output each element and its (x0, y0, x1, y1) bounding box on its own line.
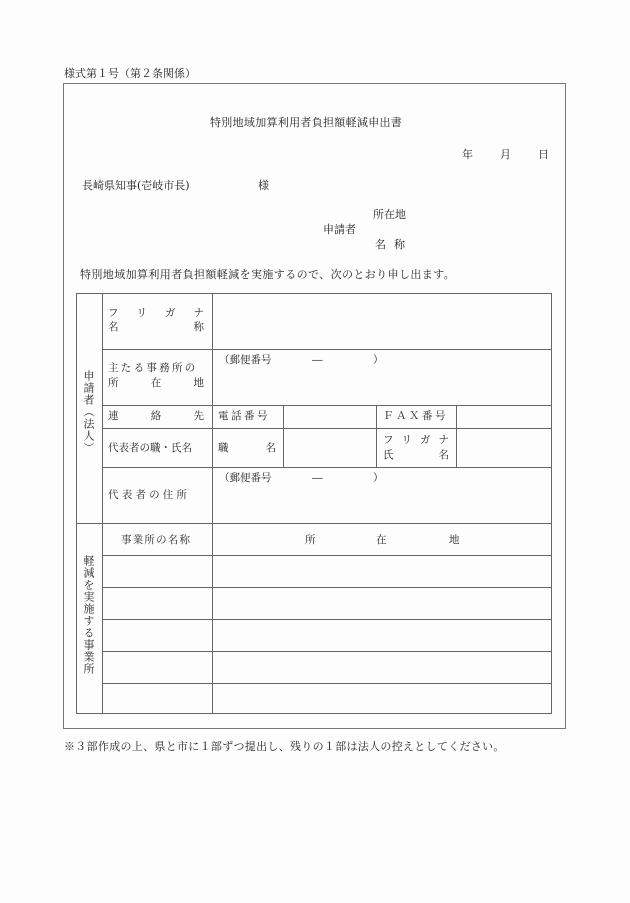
phone-label: 電話番号 (218, 410, 270, 422)
char: 在 (150, 377, 162, 389)
office-location-input[interactable] (213, 556, 550, 586)
char: フ (383, 434, 394, 446)
char: リ (136, 307, 147, 319)
rep-title-name-label: 代表者の職・氏名 (108, 442, 192, 454)
corp-name-label (108, 320, 204, 334)
office-name-input[interactable] (103, 556, 211, 586)
footnote: ※３部作成の上、県と市に１部ずつ提出し、残りの１部は法人の控えとしてください。 (64, 740, 505, 753)
main-office-address-input[interactable] (213, 350, 550, 404)
office-name-input[interactable] (103, 684, 211, 712)
char: ガ (165, 307, 176, 319)
year-label: 年 (462, 148, 473, 161)
table-border-right (551, 293, 552, 713)
title-label (218, 441, 276, 455)
char: 名 (265, 442, 276, 454)
char: 連 (108, 410, 119, 422)
corp-name-input[interactable] (213, 294, 550, 348)
honorific: 様 (258, 179, 269, 192)
char: 称 (193, 321, 204, 333)
postal-suffix: ） (373, 354, 384, 366)
office-name-input[interactable] (103, 620, 211, 650)
table-border-bottom (76, 713, 552, 714)
char: ガ (420, 434, 431, 446)
office-name-input[interactable] (103, 588, 211, 618)
office-location-input[interactable] (213, 684, 550, 712)
postal-prefix: （郵便番号 (219, 354, 272, 366)
col-line (376, 405, 377, 467)
applicant-name-label: 名称 (375, 238, 413, 251)
char: ナ (438, 434, 449, 446)
form-number: 様式第１号（第２条関係） (64, 67, 196, 80)
rep-address-input[interactable] (213, 468, 550, 522)
char: 所 (108, 377, 119, 389)
section-line (76, 523, 552, 524)
postal-dash: ― (312, 354, 323, 366)
date-field[interactable] (462, 146, 549, 162)
char: 先 (193, 410, 204, 422)
addressee: 長崎県知事(壱岐市長) (82, 179, 190, 192)
office-location-input[interactable] (213, 620, 550, 650)
office-location-input[interactable] (213, 652, 550, 682)
postal-prefix: （郵便番号 (219, 472, 272, 484)
fax-label: ＦＡＸ番号 (383, 410, 448, 422)
document-title: 特別地域加算利用者負担額軽減申出書 (210, 116, 403, 129)
char: 名 (438, 449, 449, 461)
furigana-label (108, 306, 204, 320)
office-name-header: 事業所の名称 (121, 534, 192, 546)
rep-address-label: 代表者の住所 (108, 489, 191, 501)
office-location-header-2: 在 (376, 534, 387, 546)
char: フ (108, 307, 119, 319)
char: 絡 (150, 410, 162, 422)
office-location-header-3: 地 (449, 534, 460, 546)
office-location-input[interactable] (213, 588, 550, 618)
main-office-label-line2 (108, 376, 204, 390)
main-office-label-line1: 主たる事務所の (108, 362, 198, 374)
section-divider (102, 293, 103, 713)
table-border-left (76, 293, 77, 713)
day-label: 日 (538, 148, 549, 161)
char: リ (401, 434, 412, 446)
office-section-label: 軽減を実施する事業所 (82, 555, 95, 675)
applicant-label: 申請者 (323, 223, 356, 236)
fax-input[interactable] (457, 406, 550, 427)
char: 氏 (383, 449, 394, 461)
intro-text: 特別地域加算利用者負担額軽減を実施するので、次のとおり申し出ます。 (80, 268, 456, 281)
rep-name-label (383, 448, 449, 462)
char: 地 (193, 377, 204, 389)
char: 名 (108, 321, 119, 333)
applicant-location-label: 所在地 (373, 208, 406, 221)
office-location-header-1: 所 (305, 534, 316, 546)
rep-furigana-label (383, 433, 449, 447)
char: ナ (193, 307, 204, 319)
rep-name-input[interactable] (457, 429, 550, 466)
month-label: 月 (500, 148, 511, 161)
phone-input[interactable] (284, 406, 375, 427)
postal-suffix: ） (373, 472, 384, 484)
applicant-section-label: 申請者（法人） (82, 370, 95, 454)
char: 職 (218, 442, 229, 454)
postal-dash: ― (312, 472, 323, 484)
office-name-input[interactable] (103, 652, 211, 682)
contact-label (108, 409, 204, 423)
rep-title-input[interactable] (284, 429, 375, 466)
